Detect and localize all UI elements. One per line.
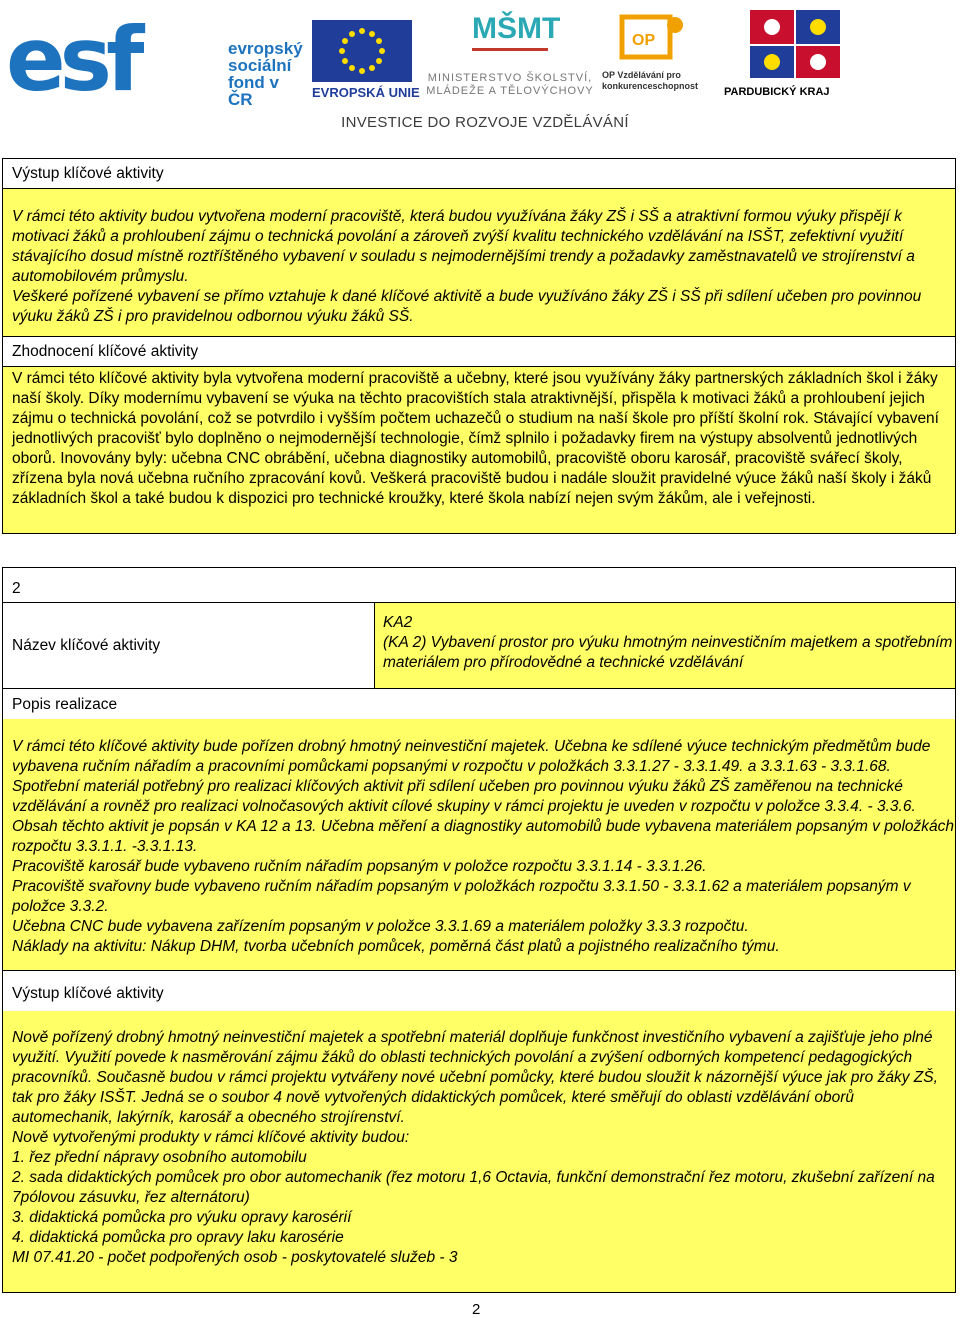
- ka2-popis-text: [2, 719, 956, 971]
- ka1-vystup-label: Výstup klíčové aktivity: [12, 165, 164, 182]
- investice-slogan: INVESTICE DO ROZVOJE VZDĚLÁVÁNÍ: [341, 114, 629, 131]
- pardubicky-kraj-logo: [750, 10, 840, 78]
- ka1-vystup-label-row: [2, 158, 956, 189]
- ka2-popis-label: Popis realizace: [12, 696, 118, 713]
- msmt-text: MINISTERSTVO ŠKOLSTVÍ, MLÁDEŽE A TĚLOVÝCHOVY: [426, 72, 594, 97]
- esf-logo-letters: esf: [6, 8, 139, 111]
- ka2-nazev-label: Název klíčové aktivity: [12, 637, 161, 654]
- ka2-vystup-label: Výstup klíčové aktivity: [12, 985, 164, 1002]
- esf-logo: [6, 8, 236, 111]
- eu-label: EVROPSKÁ UNIE: [312, 85, 420, 100]
- eu-flag-logo: [312, 20, 412, 82]
- ka1-vystup-text: [2, 189, 956, 337]
- coat-of-arms-icon: [750, 10, 840, 78]
- ka2-vystup-paragraph-1: Nově pořízený drobný hmotný neinvestiční majetek a spotřební materiál doplňuje funkčnost investičního vybavení a zajišťuje jeho plné využití. Využití povede k nasměrování zájmu žáků do oblasti technických povolání a zvýšení odborných kompetencí pedagogických pracovníků. Současně budou v rámci projektu vytvářeny nové učební pomůcky, které budou sloužit k názornější výuce jak pro žáky ZŠ, tak pro žáky ISŠT. Jedná se o soubor 4 nově vytvořených didaktických pomůcek, které směřují do oblasti vzdělávání oborů automechanik, lakýrník, karosář a obecného strojírenství.: [12, 1029, 938, 1126]
- ka1-vystup-paragraph-1: V rámci této aktivity budou vytvořena moderní pracoviště, která budou využívána žáky ZŠ i SŠ a atraktivní formou výuky přispějí k motivaci žáků a prohloubení zájmu o technická povolání a zároveň zvýší kvalitu technického vzdělávání na ISŠT, zefektivní využití stávajícího dosud místně roztříštěného vybavení v souladu s nejmodernějšími trendy a požadavky zaměstnavatelů ve strojírenství a automobilovém průmyslu.: [12, 208, 915, 285]
- ka2-vystup-list-item-1: 1. řez přední nápravy osobního automobilu: [12, 1149, 307, 1166]
- ka2-popis-paragraph-2: Pracoviště karosář bude vybaveno ručním nářadím popsaným v položce rozpočtu 3.3.1.14 - 3.3.1.26.: [12, 858, 707, 875]
- ka1-zhodnoceni-text: [2, 367, 956, 534]
- ka2-vystup-paragraph-2: Nově vytvořenými produkty v rámci klíčové aktivity budou:: [12, 1129, 410, 1146]
- ka2-vystup-indicator: MI 07.41.20 - počet podpořených osob - poskytovatelé služeb - 3: [12, 1249, 458, 1266]
- msmt-underline: [472, 48, 548, 51]
- ka2-vystup-list-item-2: 2. sada didaktických pomůcek pro obor automechanik (řez motoru 1,6 Octavia, funkční demonstrační řez motoru, zkušební zařízení na 7pólovou zásuvku, řez alternátoru): [12, 1169, 935, 1206]
- logo-banner: [0, 0, 960, 140]
- op-logo: [620, 15, 685, 63]
- ka2-title-cell: [374, 602, 956, 689]
- kraj-text: PARDUBICKÝ KRAJ: [724, 86, 830, 98]
- ka2-popis-paragraph-5: Náklady na aktivitu: Nákup DHM, tvorba učebních pomůcek, poměrná část platů a pojistného realizačního týmu.: [12, 938, 780, 955]
- ka1-vystup-paragraph-2: Veškeré pořízené vybavení se přímo vztahuje k dané klíčové aktivitě a bude využíváno žáky ZŠ i SŠ při sdílení učeben pro povinnou výuku žáků ZŠ i pro pravidelnou odbornou výuku žáků SŠ.: [12, 288, 922, 325]
- msmt-logo-graphic: [470, 8, 561, 70]
- ka2-popis-paragraph-3: Pracoviště svařovny bude vybaveno ručním nářadím popsaným v položkách rozpočtu 3.3.1.50 - 3.3.1.62 a materiálem popsaným v položce 3.3.2.: [12, 878, 911, 915]
- ka2-title: (KA 2) Vybavení prostor pro výuku hmotným neinvestičním majetkem a spotřebním materiálem pro přírodovědné a technické vzdělávání: [383, 634, 953, 671]
- ka2-number: 2: [12, 580, 21, 597]
- ka2-code: KA2: [383, 614, 413, 631]
- eu-stars-icon: [312, 20, 412, 82]
- ka1-zhodnoceni-label: Zhodnocení klíčové aktivity: [12, 343, 199, 360]
- ka1-zhodnoceni-paragraph: V rámci této klíčové aktivity byla vytvořena moderní pracoviště a učebny, které jsou využívány žáky partnerských základních škol i žáky naší školy. Díky modernímu vybavení se výuka na těchto pracovištích stala atraktivnější, přispěla k motivaci žáků a prohloubení jejich zájmu o technická povolání, což se potvrdilo i vyšším počtem uchazečů o studium na naší škole pro příští školní rok. Stávající vybavení jednotlivých pracovišť bylo doplněno o nejmodernější technologie, čímž splnilo i požadavky firem na výstupy absolventů jednotlivých oborů. Inovovány byly: učebna CNC obrábění, učebna diagnostiky automobilů, pracoviště oboru karosář, pracoviště svářecí školy, zřízena byla nová učebna ručního zpracování kovů. Veškerá pracoviště budou i nadále sloužit pravidelné výuce žáků naší školy i žáků základních škol a také budou k dispozici pro technické kroužky, které škola nabízí nejen svým žákům, ale i veřejnosti.: [12, 370, 939, 507]
- ka2-vystup-list-item-3: 3. didaktická pomůcka pro výuku opravy karosérií: [12, 1209, 352, 1226]
- op-logo-graphic: [620, 15, 685, 63]
- ka2-vystup-text: [2, 1011, 956, 1293]
- ka2-number-row: [2, 567, 956, 603]
- ka2-popis-paragraph-1: V rámci této klíčové aktivity bude pořízen drobný hmotný neinvestiční majetek. Učebna ke sdílené výuce technickým předmětům bude vybavena ručním nářadím a pracovními pomůckami popsanými v rozpočtu v položkách 3.3.1.27 - 3.3.1.49. a 3.3.1.63 - 3.3.1.68. Spotřební materiál potřebný pro realizaci klíčových aktivit při sdílení učeben pro povinnou výuku žáků ZŠ zaměřenou na technické vzdělávání a rovněž pro realizaci volnočasových aktivit cílové skupiny v rámci projektu je uveden v rozpočtu v položce 3.3.4. - 3.3.6. Obsah těchto aktivit je popsán v KA 12 a 13. Učebna měření a diagnostiky automobilů bude vybavena materiálem popsaným v položkách rozpočtu 3.3.1.1. -3.3.1.13.: [12, 738, 955, 855]
- page-number: 2: [472, 1301, 481, 1318]
- ka2-vystup-label-row: [2, 970, 956, 1012]
- op-text: OP Vzdělávání pro konkurenceschopnost: [602, 70, 699, 91]
- op-letters: OP: [632, 32, 656, 49]
- ka2-nazev-label-cell: [2, 602, 375, 689]
- msmt-logo: [470, 8, 561, 70]
- ka1-zhodnoceni-label-row: [2, 336, 956, 367]
- ka2-popis-label-row: [2, 688, 956, 720]
- esf-logo-text: evropský sociální fond v ČR: [228, 39, 303, 109]
- ka2-vystup-list-item-4: 4. didaktická pomůcka pro opravy laku karosérie: [12, 1229, 344, 1246]
- ka2-popis-paragraph-4: Učebna CNC bude vybavena zařízením popsaným v položce 3.3.1.69 a materiálem položky 3.3.3 rozpočtu.: [12, 918, 749, 935]
- msmt-letters: MŠMT: [472, 12, 561, 45]
